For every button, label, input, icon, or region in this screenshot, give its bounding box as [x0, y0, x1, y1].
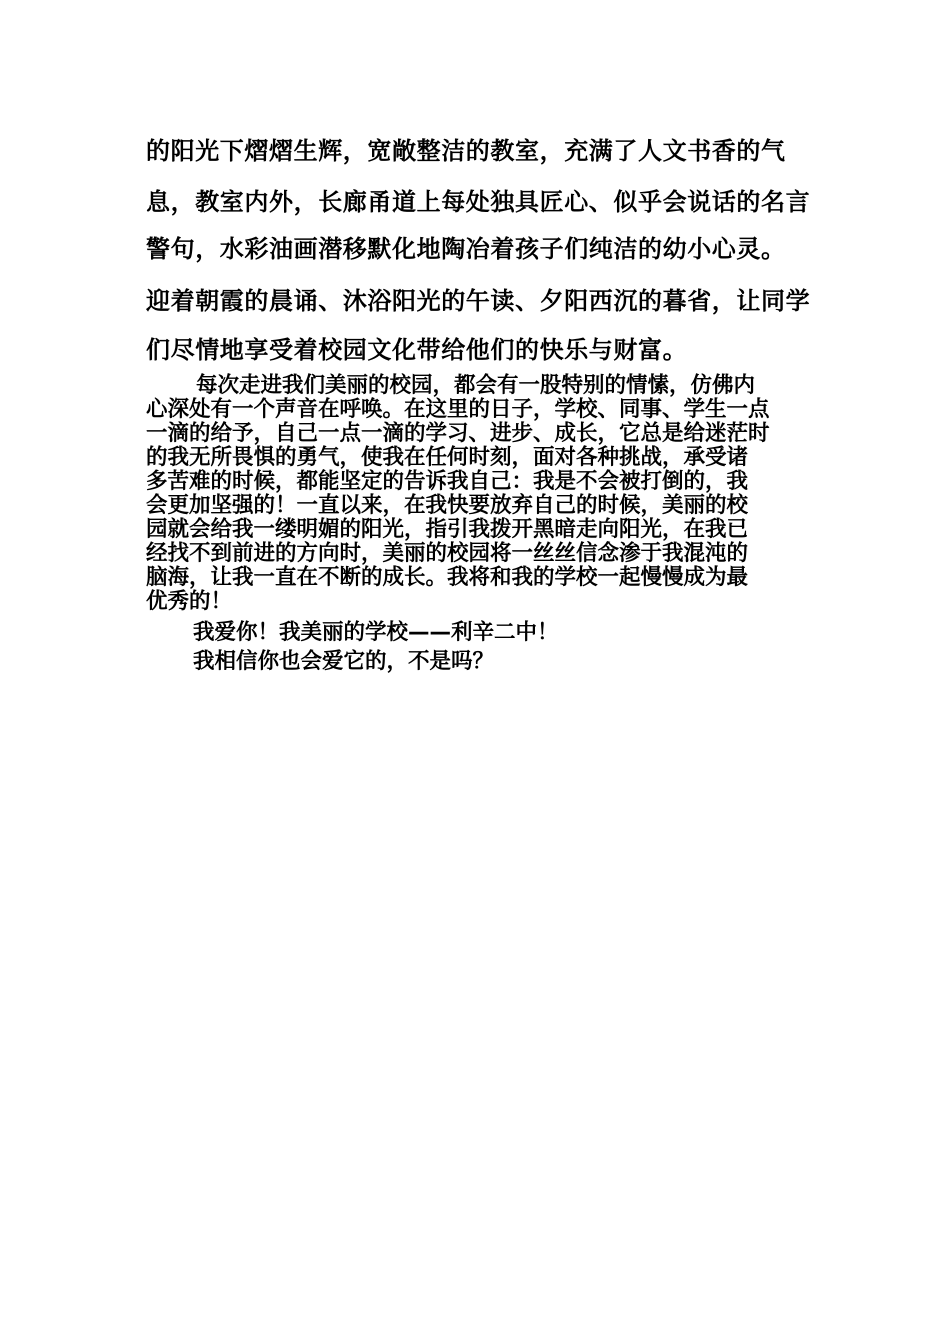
paragraph-1-line-4: 迎着朝霞的晨诵、沐浴阳光的午读、夕阳西沉的暮省，让同学 [146, 287, 811, 315]
paragraph-1-line-2: 息，教室内外，长廊甬道上每处独具匠心、似乎会说话的名言 [146, 188, 811, 216]
paragraph-2-line-1: 每次走进我们美丽的校园，都会有一股特别的情愫，仿佛内 [196, 373, 756, 398]
paragraph-1-line-1: 的阳光下熠熠生辉，宽敞整洁的教室，充满了人文书香的气 [146, 137, 786, 165]
closing-line-2: 我相信你也会爱它的，不是吗？ [193, 649, 495, 674]
paragraph-2-line-2: 心深处有一个声音在呼唤。在这里的日子，学校、同事、学生一点 [146, 397, 770, 422]
paragraph-1-line-3: 警句，水彩油画潜移默化地陶冶着孩子们纯洁的幼小心灵。 [146, 235, 786, 263]
closing-line-1: 我爱你！我美丽的学校——利辛二中！ [193, 620, 559, 645]
paragraph-2-line-6: 会更加坚强的！一直以来，在我快要放弃自己的时候，美丽的校 [146, 493, 749, 518]
paragraph-2-line-3: 一滴的给予，自己一点一滴的学习、进步、成长，它总是给迷茫时 [146, 421, 770, 446]
paragraph-2-line-4: 的我无所畏惧的勇气，使我在任何时刻，面对各种挑战，承受诸 [146, 445, 749, 470]
paragraph-2-line-10: 优秀的！ [146, 589, 233, 614]
paragraph-1-line-5: 们尽情地享受着校园文化带给他们的快乐与财富。 [146, 336, 688, 364]
paragraph-2-line-9: 脑海，让我一直在不断的成长。我将和我的学校一起慢慢成为最 [146, 565, 749, 590]
paragraph-2-line-7: 园就会给我一缕明媚的阳光，指引我拨开黑暗走向阳光，在我已 [146, 517, 749, 542]
paragraph-2-line-5: 多苦难的时候，都能坚定的告诉我自己：我是不会被打倒的，我 [146, 469, 749, 494]
paragraph-2-line-8: 经找不到前进的方向时，美丽的校园将一丝丝信念渗于我混沌的 [146, 541, 749, 566]
